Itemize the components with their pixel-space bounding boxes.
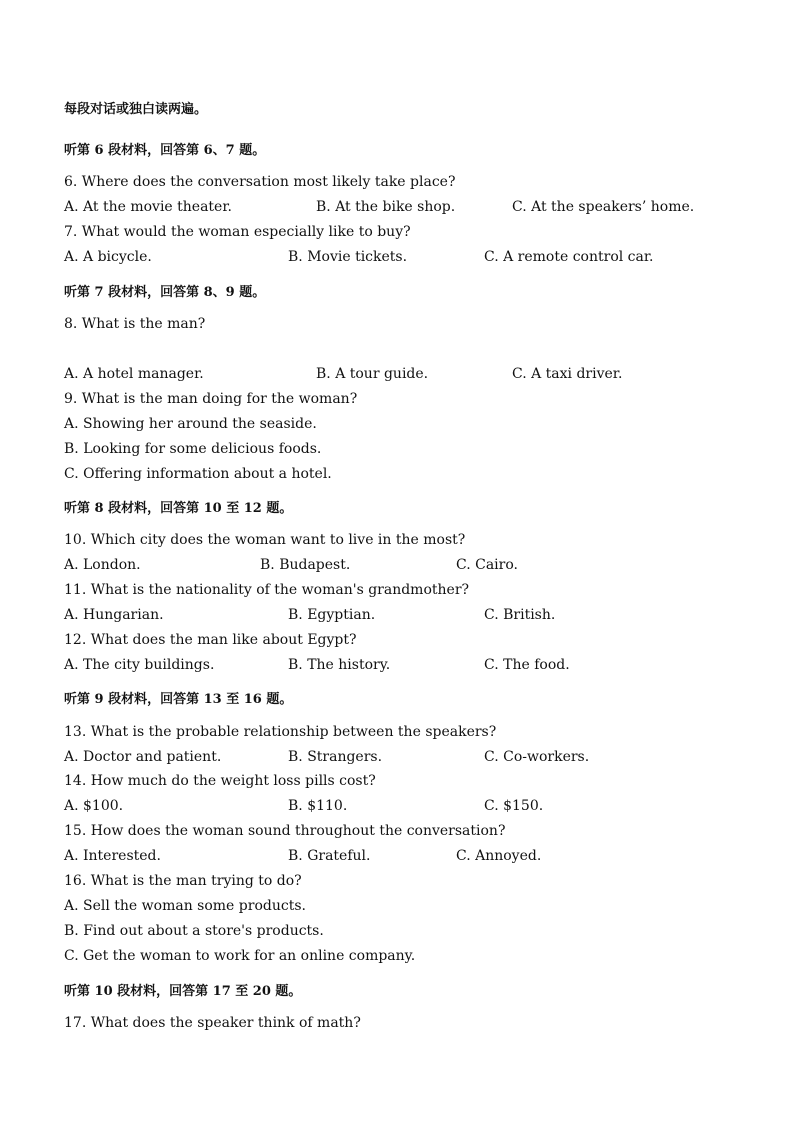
option-a: A. Showing her around the seaside. [64,416,317,432]
section-heading: 听第 8 段材料，回答第 10 至 12 题。 [64,501,293,516]
option-c: C. Co-workers. [484,749,590,765]
option-c: C. A taxi driver. [512,366,623,382]
section-heading: 听第 7 段材料，回答第 8、9 题。 [64,285,266,300]
option-c: C. Cairo. [456,557,518,573]
question-text: 14. How much do the weight loss pills cost? [64,773,376,789]
question-text: 7. What would the woman especially like to buy? [64,224,411,240]
option-a: A. At the movie theater. [64,199,232,215]
section-heading: 听第 10 段材料，回答第 17 至 20 题。 [64,984,302,999]
instructions-text: 每段对话或独白读两遍。 [64,102,208,117]
option-b: B. Looking for some delicious foods. [64,441,322,457]
option-c: C. Offering information about a hotel. [64,466,332,482]
question-text: 16. What is the man trying to do? [64,873,302,889]
section-heading: 听第 9 段材料，回答第 13 至 16 题。 [64,692,293,707]
option-b: B. A tour guide. [316,366,429,382]
question-text: 11. What is the nationality of the woman's grandmother? [64,582,470,598]
option-a: A. Doctor and patient. [64,749,222,765]
question-text: 9. What is the man doing for the woman? [64,391,358,407]
section-heading: 听第 6 段材料，回答第 6、7 题。 [64,143,266,158]
option-c: C. At the speakers’ home. [512,199,695,215]
question-text: 17. What does the speaker think of math? [64,1015,361,1031]
option-b: B. Strangers. [288,749,383,765]
question-text: 15. How does the woman sound throughout the conversation? [64,823,506,839]
option-b: B. Grateful. [288,848,371,864]
option-c: C. The food. [484,657,570,673]
option-c: C. British. [484,607,556,623]
option-b: B. Find out about a store's products. [64,923,324,939]
option-c: C. Annoyed. [456,848,542,864]
option-a: A. Sell the woman some products. [64,898,306,914]
option-b: B. $110. [288,798,348,814]
option-a: A. London. [64,557,141,573]
question-text: 6. Where does the conversation most likely take place? [64,174,456,190]
option-b: B. At the bike shop. [316,199,456,215]
question-text: 13. What is the probable relationship between the speakers? [64,724,497,740]
question-text: 12. What does the man like about Egypt? [64,632,357,648]
option-c: C. A remote control car. [484,249,654,265]
option-a: A. $100. [64,798,124,814]
question-text: 8. What is the man? [64,316,206,332]
option-c: C. Get the woman to work for an online company. [64,948,416,964]
option-b: B. Movie tickets. [288,249,408,265]
option-b: B. Egyptian. [288,607,376,623]
option-b: B. The history. [288,657,391,673]
option-a: A. The city buildings. [64,657,215,673]
question-text: 10. Which city does the woman want to live in the most? [64,532,466,548]
option-b: B. Budapest. [260,557,351,573]
option-c: C. $150. [484,798,544,814]
option-a: A. Hungarian. [64,607,164,623]
option-a: A. Interested. [64,848,161,864]
option-a: A. A hotel manager. [64,366,204,382]
option-a: A. A bicycle. [64,249,152,265]
